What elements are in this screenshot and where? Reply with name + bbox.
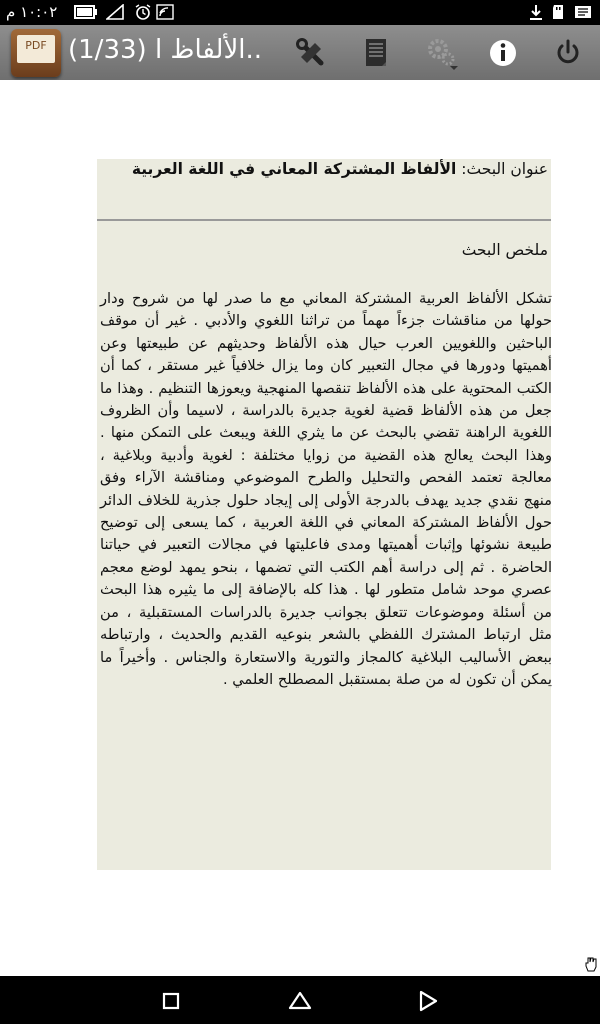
download-icon: [528, 4, 544, 20]
power-icon[interactable]: [550, 35, 586, 71]
pdf-app-icon[interactable]: [11, 29, 61, 77]
abstract-label: ملخص البحث: [461, 241, 548, 259]
info-icon[interactable]: [485, 35, 521, 71]
settings-icon[interactable]: [424, 35, 460, 71]
wifi-icon: [156, 4, 174, 20]
bookmark-icon[interactable]: [358, 35, 394, 71]
status-bar: [0, 0, 600, 25]
title-divider: [97, 219, 551, 221]
no-signal-icon: [106, 4, 124, 20]
hand-icon: [583, 956, 599, 972]
research-title-text: الألفاظ المشتركة المعاني في اللغة العربية: [131, 160, 457, 178]
sd-card-icon: [550, 4, 566, 20]
action-bar: [0, 25, 600, 80]
recents-icon[interactable]: [158, 988, 184, 1014]
document-title: (1/33) الألفاظ ا..: [68, 35, 263, 65]
research-title: [100, 160, 548, 178]
abstract-text: تشكل الألفاظ العربية المشتركة المعاني مع ما صدر لها من شروح ودار حولها من مناقشات جزءاً مهماً من تراثنا اللغوي والأدبي . غير أن موقف الباحثين واللغويين العرب حيال هذه الألفاظ وحديثهم عن طبيعتها وعن أهميتها ودورها في مجال التعبير كان وما يزال خلافياً غير مستقر ، كما أن الكتب المحتوية على هذه الألفاظ تنقصها المنهجية ويعوزها التنظيم . وهذا ما جعل من هذه الألفاظ قضية لغوية جديرة بالدراسة ، لاسيما وأن الظروف اللغوية الراهنة تقضي بالبحث عن ما يثري اللغة ويبعث على التمكن منها . وهذا البحث يعالج هذه القضية من زوايا مختلفة : لغوية وأدبية وبلاغية ، معالجة تعتمد الفحص والتحليل والطرح الموضوعي ومناقشة الآراء وفق منهج نقدي جديد يهدف بالدرجة الأولى إلى إيجاد حلول جذرية للخلاف الدائر حول الألفاظ المشتركة المعاني في اللغة العربية ، كما يسعى إلى توضيح طبيعة نشوئها وإثبات أهميتها ومدى فاعليتها في مجالات التعبير في حياتنا الحاضرة . ثم إلى دراسة أهم الكتب التي تضمها ، بنحو يمهد لوضع معجم عصري موحد شامل متطور لها . هذا كله بالإضافة إلى ما يثيره هذا البحث من أسئلة وموضوعات تتعلق بجوانب جديرة بالدراسات المستقبلية ، من مثل ارتباط المشترك اللفظي بالشعر بنوعيه القديم والحديث ، وارتباطه ببعض الأساليب البلاغية كالمجاز والتورية والاستعارة والجناس . وأخيراً ما يمكن أن تكون له من صلة بمستقبل المصطلح العلمي .: [100, 290, 552, 688]
alarm-icon: [134, 4, 152, 20]
back-icon[interactable]: [415, 988, 441, 1014]
status-time: ١٠:٠٢ م: [6, 3, 58, 21]
research-title-prefix: عنوان البحث:: [456, 160, 548, 178]
navigation-bar: [0, 976, 600, 1024]
notification-icon: [574, 4, 592, 20]
pdf-icon-label: PDF: [25, 39, 47, 52]
tools-icon[interactable]: [293, 35, 329, 71]
home-icon[interactable]: [287, 988, 313, 1014]
battery-icon: [74, 4, 98, 20]
